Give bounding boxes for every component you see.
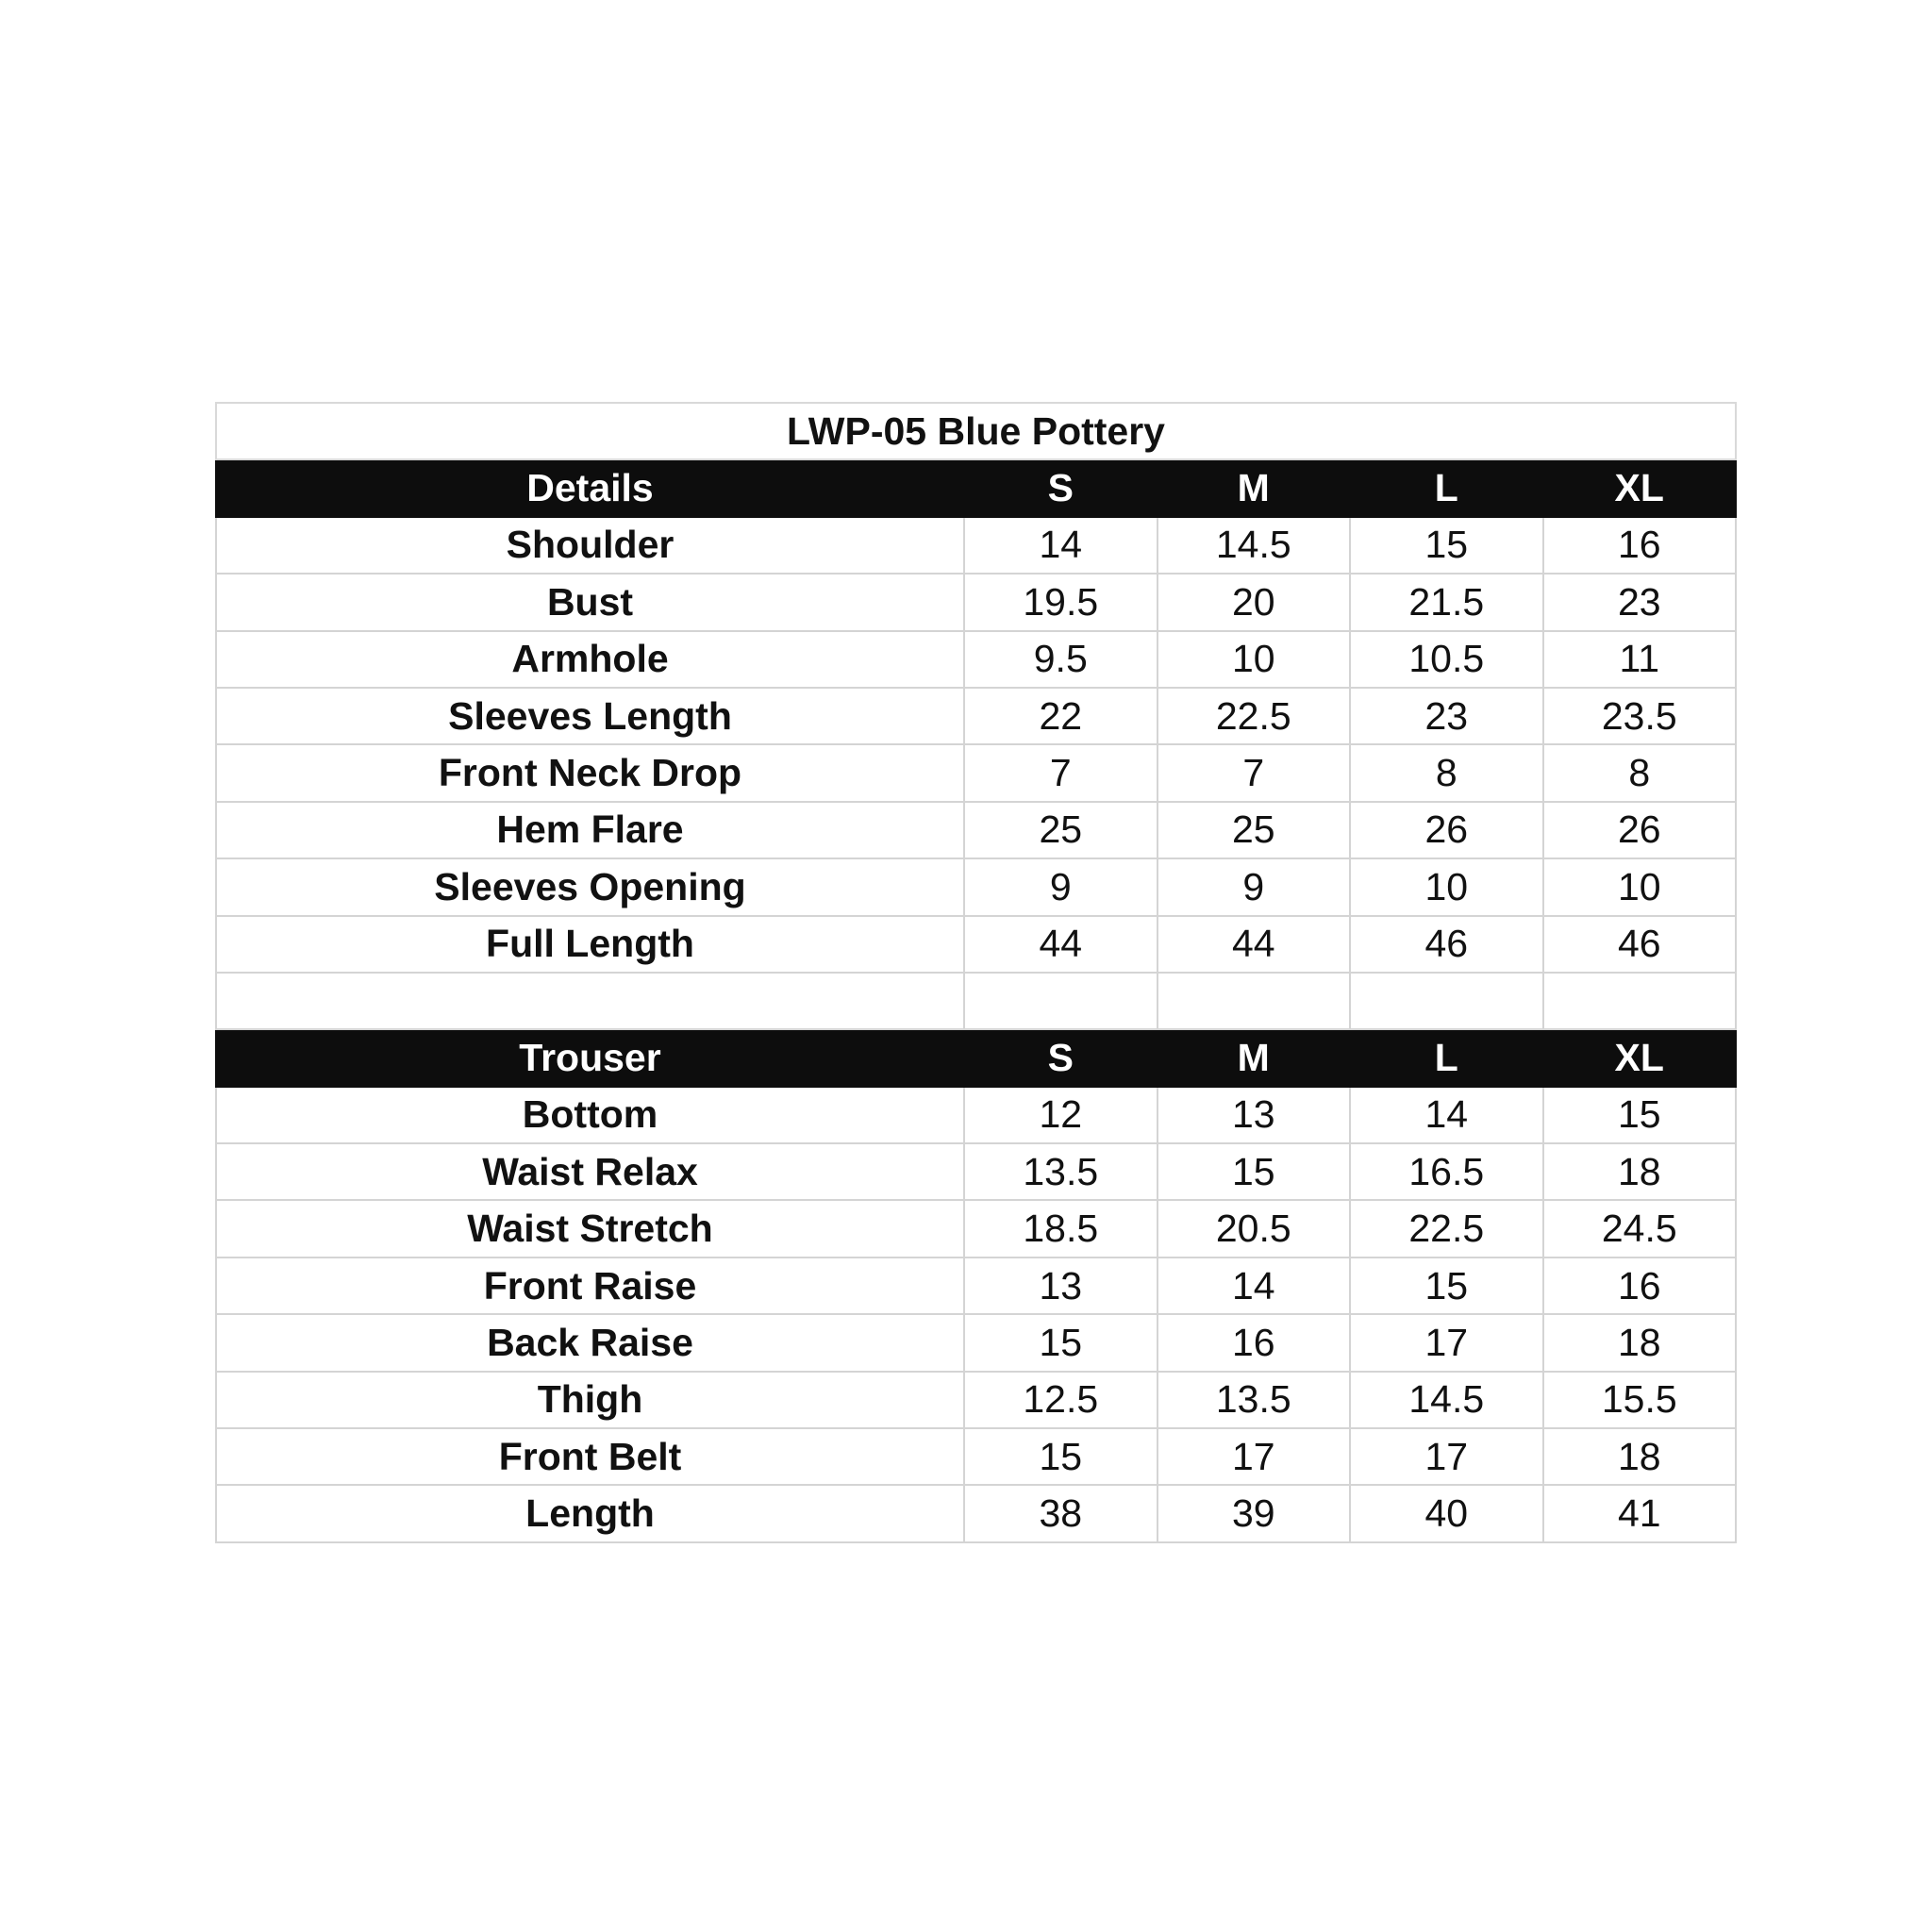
cell-value: 10 — [1158, 631, 1351, 688]
cell-value: 14 — [964, 517, 1158, 574]
row-label: Bust — [216, 574, 964, 630]
row-label: Front Neck Drop — [216, 744, 964, 801]
cell-value: 41 — [1543, 1485, 1737, 1541]
cell-value: 25 — [1158, 802, 1351, 858]
empty-cell — [1543, 973, 1737, 1029]
empty-cell — [216, 973, 964, 1029]
size-header-s: S — [964, 1029, 1158, 1086]
cell-value: 16.5 — [1350, 1143, 1543, 1200]
details-header: Details — [216, 459, 964, 516]
table-row — [216, 1143, 1736, 1200]
size-header-xl: XL — [1543, 1029, 1737, 1086]
table-row — [216, 574, 1736, 630]
cell-value: 10 — [1543, 858, 1737, 915]
table-row — [216, 1372, 1736, 1428]
cell-value: 14 — [1158, 1257, 1351, 1314]
cell-value: 40 — [1350, 1485, 1543, 1541]
row-label: Armhole — [216, 631, 964, 688]
cell-value: 14 — [1350, 1087, 1543, 1143]
cell-value: 44 — [964, 916, 1158, 973]
cell-value: 23 — [1543, 574, 1737, 630]
size-header-s: S — [964, 459, 1158, 516]
row-label: Sleeves Length — [216, 688, 964, 744]
table-row — [216, 688, 1736, 744]
cell-value: 8 — [1350, 744, 1543, 801]
table-row — [216, 802, 1736, 858]
cell-value: 16 — [1543, 517, 1737, 574]
row-label: Front Raise — [216, 1257, 964, 1314]
size-header-m: M — [1158, 459, 1351, 516]
cell-value: 12.5 — [964, 1372, 1158, 1428]
table-row — [216, 1087, 1736, 1143]
cell-value: 38 — [964, 1485, 1158, 1541]
cell-value: 18 — [1543, 1314, 1737, 1371]
cell-value: 23 — [1350, 688, 1543, 744]
cell-value: 15 — [1350, 1257, 1543, 1314]
cell-value: 16 — [1543, 1257, 1737, 1314]
row-label: Sleeves Opening — [216, 858, 964, 915]
empty-cell — [1158, 973, 1351, 1029]
table-row — [216, 1257, 1736, 1314]
row-label: Waist Relax — [216, 1143, 964, 1200]
details-header-row — [216, 459, 1736, 516]
cell-value: 46 — [1350, 916, 1543, 973]
size-chart-table — [215, 402, 1737, 1543]
table-row — [216, 916, 1736, 973]
cell-value: 17 — [1350, 1428, 1543, 1485]
cell-value: 15 — [1543, 1087, 1737, 1143]
cell-value: 20 — [1158, 574, 1351, 630]
row-label: Length — [216, 1485, 964, 1541]
cell-value: 16 — [1158, 1314, 1351, 1371]
cell-value: 46 — [1543, 916, 1737, 973]
row-label: Thigh — [216, 1372, 964, 1428]
row-label: Back Raise — [216, 1314, 964, 1371]
cell-value: 22.5 — [1350, 1200, 1543, 1257]
cell-value: 17 — [1158, 1428, 1351, 1485]
cell-value: 13.5 — [1158, 1372, 1351, 1428]
cell-value: 14.5 — [1350, 1372, 1543, 1428]
cell-value: 9 — [1158, 858, 1351, 915]
empty-cell — [1350, 973, 1543, 1029]
cell-value: 19.5 — [964, 574, 1158, 630]
cell-value: 15 — [1350, 517, 1543, 574]
cell-value: 25 — [964, 802, 1158, 858]
empty-cell — [964, 973, 1158, 1029]
cell-value: 12 — [964, 1087, 1158, 1143]
cell-value: 13 — [964, 1257, 1158, 1314]
cell-value: 8 — [1543, 744, 1737, 801]
cell-value: 15 — [964, 1428, 1158, 1485]
title-row — [216, 403, 1736, 459]
cell-value: 11 — [1543, 631, 1737, 688]
cell-value: 7 — [1158, 744, 1351, 801]
row-label: Hem Flare — [216, 802, 964, 858]
cell-value: 39 — [1158, 1485, 1351, 1541]
cell-value: 9.5 — [964, 631, 1158, 688]
row-label: Full Length — [216, 916, 964, 973]
size-header-m: M — [1158, 1029, 1351, 1086]
table-row — [216, 1200, 1736, 1257]
size-header-xl: XL — [1543, 459, 1737, 516]
size-header-l: L — [1350, 1029, 1543, 1086]
cell-value: 21.5 — [1350, 574, 1543, 630]
cell-value: 18 — [1543, 1143, 1737, 1200]
table-row — [216, 858, 1736, 915]
cell-value: 24.5 — [1543, 1200, 1737, 1257]
cell-value: 15 — [964, 1314, 1158, 1371]
row-label: Shoulder — [216, 517, 964, 574]
cell-value: 9 — [964, 858, 1158, 915]
row-label: Bottom — [216, 1087, 964, 1143]
cell-value: 26 — [1543, 802, 1737, 858]
cell-value: 13 — [1158, 1087, 1351, 1143]
cell-value: 15.5 — [1543, 1372, 1737, 1428]
cell-value: 22.5 — [1158, 688, 1351, 744]
table-row — [216, 1314, 1736, 1371]
cell-value: 26 — [1350, 802, 1543, 858]
size-header-l: L — [1350, 459, 1543, 516]
table-row — [216, 631, 1736, 688]
trouser-header: Trouser — [216, 1029, 964, 1086]
table-row — [216, 1485, 1736, 1541]
row-label: Waist Stretch — [216, 1200, 964, 1257]
cell-value: 10 — [1350, 858, 1543, 915]
cell-value: 10.5 — [1350, 631, 1543, 688]
table-row — [216, 1428, 1736, 1485]
cell-value: 13.5 — [964, 1143, 1158, 1200]
table-row — [216, 517, 1736, 574]
cell-value: 22 — [964, 688, 1158, 744]
cell-value: 23.5 — [1543, 688, 1737, 744]
row-label: Front Belt — [216, 1428, 964, 1485]
cell-value: 15 — [1158, 1143, 1351, 1200]
trouser-header-row — [216, 1029, 1736, 1086]
spacer-row — [216, 973, 1736, 1029]
cell-value: 20.5 — [1158, 1200, 1351, 1257]
table-row — [216, 744, 1736, 801]
cell-value: 18.5 — [964, 1200, 1158, 1257]
cell-value: 7 — [964, 744, 1158, 801]
cell-value: 14.5 — [1158, 517, 1351, 574]
cell-value: 18 — [1543, 1428, 1737, 1485]
chart-title: LWP-05 Blue Pottery — [216, 403, 1736, 459]
cell-value: 44 — [1158, 916, 1351, 973]
cell-value: 17 — [1350, 1314, 1543, 1371]
